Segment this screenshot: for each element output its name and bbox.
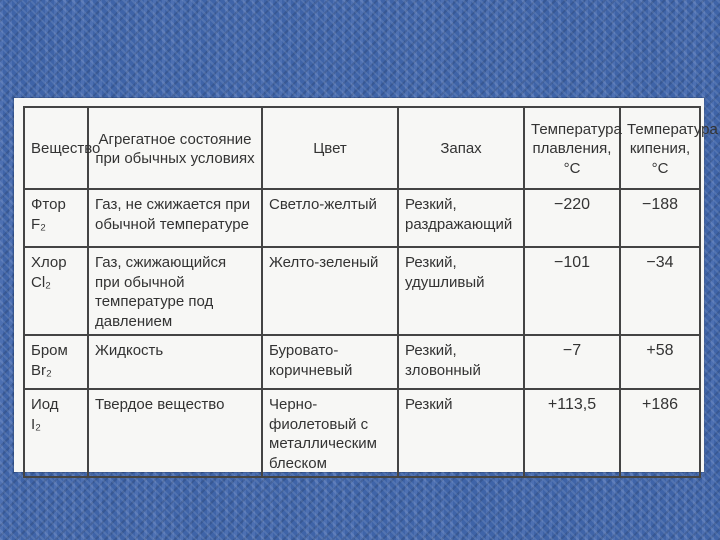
cell-state: Газ, сжижающийся при обычной температуре под давлением [88, 247, 262, 335]
table-row-iodine [24, 389, 700, 477]
cell-state: Твердое вещество [88, 389, 262, 477]
cell-color: Черно-фиолетовый с металлическим блеском [262, 389, 398, 477]
header-color: Цвет [262, 107, 398, 189]
header-state: Агрегатное состояние при обычных условиях [88, 107, 262, 189]
cell-substance [24, 389, 88, 477]
cell-smell: Резкий, раздражающий [398, 189, 524, 247]
header-substance: Вещество [24, 107, 88, 189]
substance-name: Хлор [31, 254, 67, 271]
cell-substance [24, 189, 88, 247]
table-header-row [24, 107, 700, 189]
cell-smell: Резкий, зловонный [398, 335, 524, 389]
substance-formula: Cl₂ [31, 273, 51, 291]
cell-melting-point: −101 [524, 247, 620, 335]
cell-melting-point: −7 [524, 335, 620, 389]
substance-name: Бром [31, 342, 68, 359]
substance-formula: Br₂ [31, 361, 52, 379]
table-sheet [14, 98, 718, 472]
cell-melting-point: +113,5 [524, 389, 620, 477]
cell-state: Жидкость [88, 335, 262, 389]
substance-formula: F₂ [31, 215, 46, 233]
cell-substance [24, 247, 88, 335]
table-row-fluorine [24, 189, 700, 247]
cell-smell: Резкий, удушливый [398, 247, 524, 335]
cell-smell: Резкий [398, 389, 524, 477]
substance-name: Иод [31, 396, 59, 413]
cell-state: Газ, не сжижается при обычной температуре [88, 189, 262, 247]
header-boiling-point: Температура кипения, °С [620, 107, 700, 189]
table-row-bromine [24, 335, 700, 389]
halogen-properties-table [23, 106, 718, 478]
substance-formula: I₂ [31, 415, 41, 433]
cell-boiling-point: −34 [620, 247, 700, 335]
cell-substance [24, 335, 88, 389]
cell-color: Желто-зеленый [262, 247, 398, 335]
table-row-chlorine [24, 247, 700, 335]
cell-boiling-point: −188 [620, 189, 700, 247]
header-melting-point: Температура плавления, °С [524, 107, 620, 189]
cell-color: Буровато-коричневый [262, 335, 398, 389]
substance-name: Фтор [31, 196, 66, 213]
cell-boiling-point: +58 [620, 335, 700, 389]
cell-boiling-point: +186 [620, 389, 700, 477]
cell-melting-point: −220 [524, 189, 620, 247]
header-smell: Запах [398, 107, 524, 189]
cell-color: Светло-желтый [262, 189, 398, 247]
